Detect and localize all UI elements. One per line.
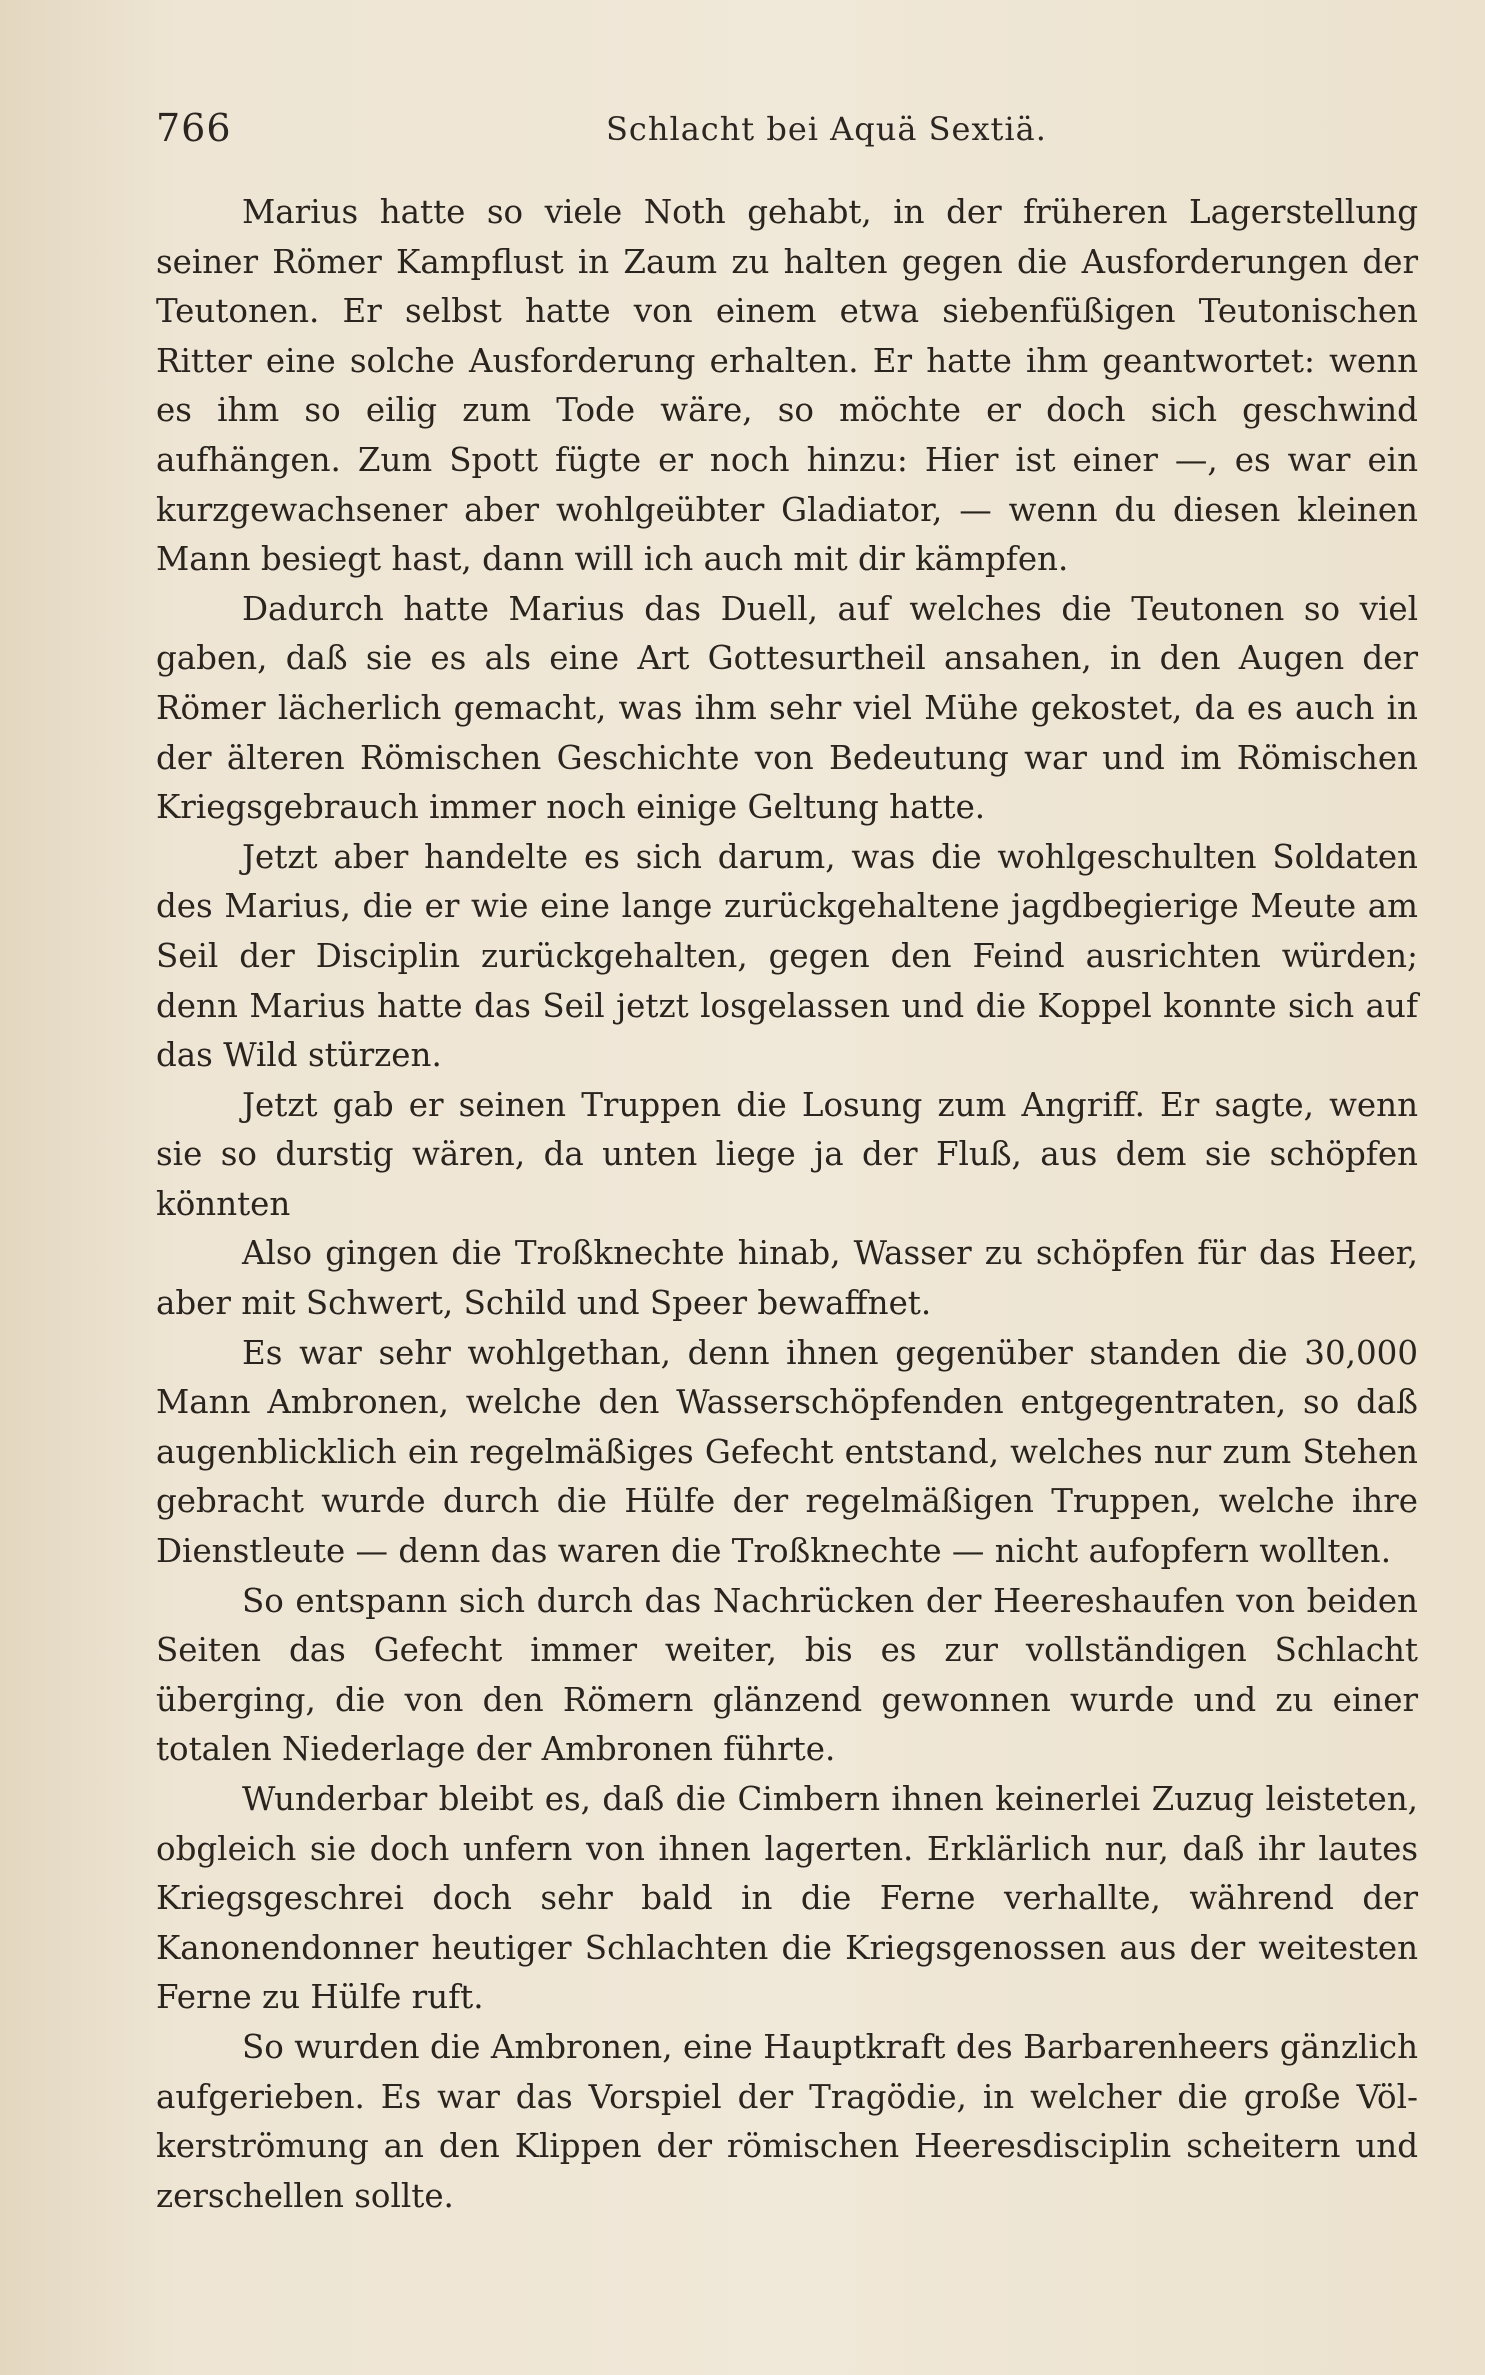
paragraph: So entspann sich durch das Nachrücken der Heereshaufen von beiden Seiten das Gefecht immer weiter, bis es zur vollständigen Schlacht überging, die von den Römern glänzend gewonnen wurde und zu einer totalen Niederlage der Ambronen führte. [156, 1581, 1418, 1769]
paragraph: Wunderbar bleibt es, daß die Cimbern ihnen keinerlei Zuzug leisteten, obgleich sie doch unfern von ihnen lagerten. Erklärlich nur, daß ihr lautes Kriegsgeschrei doch sehr bald in die Ferne verhallte, während der Kanonendonner heutiger Schlachten die Kriegsgenossen aus der weitesten Ferne zu Hülfe ruft. [156, 1780, 1418, 2017]
paragraph: Marius hatte so viele Noth gehabt, in der früheren Lagerstellung seiner Römer Kampflust in Zaum zu halten gegen die Ausforderungen der Teutonen. Er selbst hatte von einem etwa siebenfüßigen Teutonischen Ritter eine solche Ausforderung erhalten. Er hatte ihm geantwortet: wenn es ihm so eilig zum Tode wäre, so möchte er doch sich geschwind aufhängen. Zum Spott fügte er noch hinzu: Hier ist einer —, es war ein kurzgewachsener aber wohlgeübter Gladiator, — wenn du diesen kleinen Mann besiegt hast, dann will ich auch mit dir kämpfen. [156, 193, 1418, 579]
paragraph: Also gingen die Troßknechte hinab, Wasser zu schöpfen für das Heer, aber mit Schwert, Schild und Speer bewaffnet. [156, 1234, 1418, 1323]
paragraph: Jetzt gab er seinen Truppen die Losung zum Angriff. Er sagte, wenn sie so durstig wären, da unten liege ja der Fluß, aus dem sie schöpfen könnten [156, 1085, 1418, 1223]
page-number: 766 [156, 106, 232, 150]
running-title: Schlacht bei Aquä Sextiä. [606, 110, 1047, 148]
paragraph: Jetzt aber handelte es sich darum, was die wohlgeschulten Soldaten des Marius, die er wie eine lange zurückgehaltene jagdbegierige Meute am Seil der Disciplin zurückgehalten, gegen den Feind ausrichten würden; denn Marius hatte das Seil jetzt losgelassen und die Koppel konnte sich auf das Wild stürzen. [156, 837, 1418, 1075]
paragraph: So wurden die Ambronen, eine Hauptkraft des Barbarenheers gänzlich aufgerieben. Es war das Vorspiel der Tragödie, in welcher die große Völkerströmung an den Klippen der römischen Heeresdisciplin scheitern und zerschellen sollte. [156, 2027, 1418, 2215]
page-header [156, 106, 1416, 166]
paragraph: Dadurch hatte Marius das Duell, auf welches die Teutonen so viel gaben, daß sie es als eine Art Gottesurtheil ansahen, in den Augen der Römer lächerlich gemacht, was ihm sehr viel Mühe gekostet, da es auch in der älteren Römischen Geschichte von Bedeutung war und im Römischen Kriegsgebrauch immer noch einige Geltung hatte. [156, 589, 1418, 827]
paragraph: Es war sehr wohlgethan, denn ihnen gegenüber standen die 30,000 Mann Ambronen, welche den Wasserschöpfenden entgegentraten, so daß augenblicklich ein regelmäßiges Gefecht entstand, welches nur zum Stehen gebracht wurde durch die Hülfe der regelmäßigen Truppen, welche ihre Dienstleute — denn das waren die Troßknechte — nicht aufopfern wollten. [156, 1333, 1418, 1571]
body-text [156, 188, 1418, 2221]
